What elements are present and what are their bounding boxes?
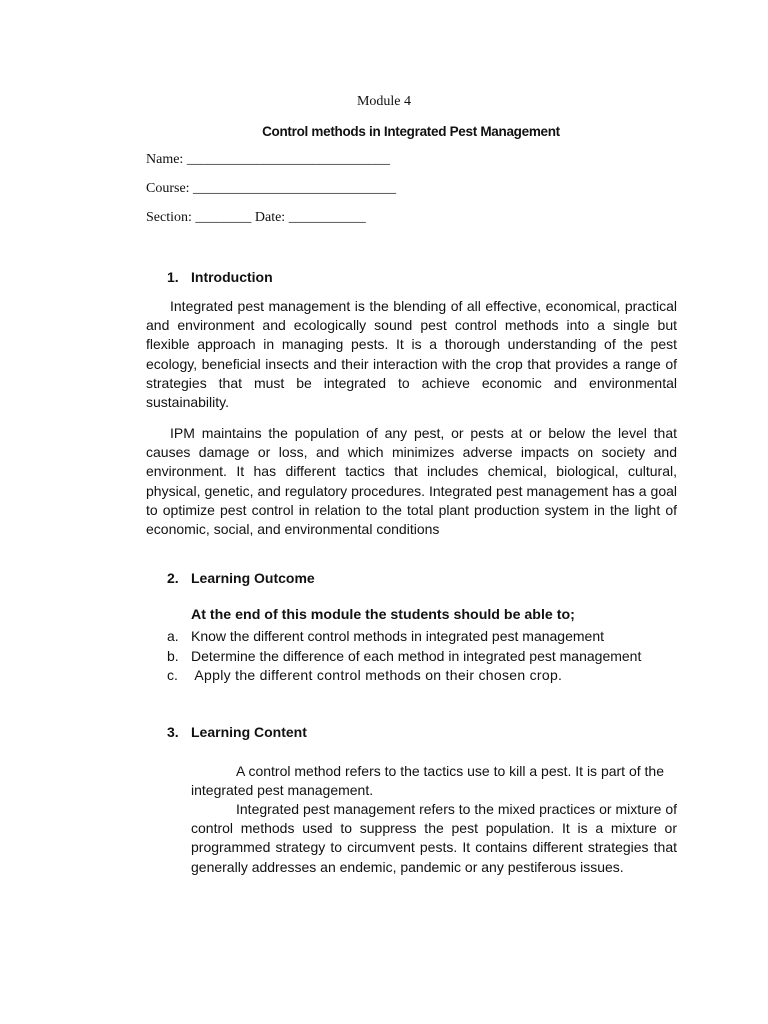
section-date-field: Section: ________ Date: ___________ <box>146 210 366 225</box>
section-heading-introduction <box>167 269 273 285</box>
intro-paragraph-1: Integrated pest management is the blending of all effective, economical, practical and environment and ecologically sound pest control methods into a single but flexible approach in managing pests. It is a thorough understanding of the pest ecology, beneficial insects and their interaction with the crop that provides a range of strategies that must be integrated to achieve economic and environmental sustainability. <box>146 298 677 411</box>
list-marker: c. <box>167 667 178 684</box>
list-item <box>167 666 641 686</box>
content-paragraph-2: Integrated pest management refers to the mixed practices or mixture of control methods used to suppress the pest population. It is a mixture or programmed strategy to circumvent pests. It contains different strategies that generally addresses an endemic, pandemic or any pestiferous issues. <box>191 801 677 875</box>
list-item <box>167 647 641 667</box>
module-label: Module 4 <box>356 94 412 109</box>
section-title: Introduction <box>191 269 273 285</box>
list-item <box>167 627 641 647</box>
section-title: Learning Content <box>191 724 307 740</box>
section-heading-learning-content <box>167 724 307 740</box>
section-number: 2. <box>167 570 179 586</box>
outcome-subheading: At the end of this module the students should be able to; <box>191 607 575 623</box>
content-paragraph-1: A control method refers to the tactics use to kill a pest. It is part of the integrated pest management. <box>191 763 664 799</box>
list-item-text: Apply the different control methods on their chosen crop. <box>191 667 563 684</box>
section-heading-learning-outcome <box>167 570 315 586</box>
list-marker: b. <box>167 647 179 664</box>
course-field: Course: _____________________________ <box>146 181 397 196</box>
outcome-list <box>167 627 641 686</box>
list-marker: a. <box>167 628 179 644</box>
list-item-text: Determine the difference of each method in integrated pest management <box>191 647 642 664</box>
document-title: Control methods in Integrated Pest Management <box>262 124 560 139</box>
section-number: 1. <box>167 269 179 285</box>
intro-paragraph-2: IPM maintains the population of any pest, or pests at or below the level that causes damage or loss, and which minimizes adverse impacts on society and environment. It has different tactics that includes chemical, biological, cultural, physical, genetic, and regulatory procedures. Integrated pest management has a goal to optimize pest control in relation to the total plant production system in the light of economic, social, and environmental conditions <box>146 425 677 538</box>
list-item-text: Know the different control methods in integrated pest management <box>191 628 604 644</box>
section-title: Learning Outcome <box>191 570 315 586</box>
section-number: 3. <box>167 724 179 740</box>
name-field: Name: _____________________________ <box>146 152 390 167</box>
